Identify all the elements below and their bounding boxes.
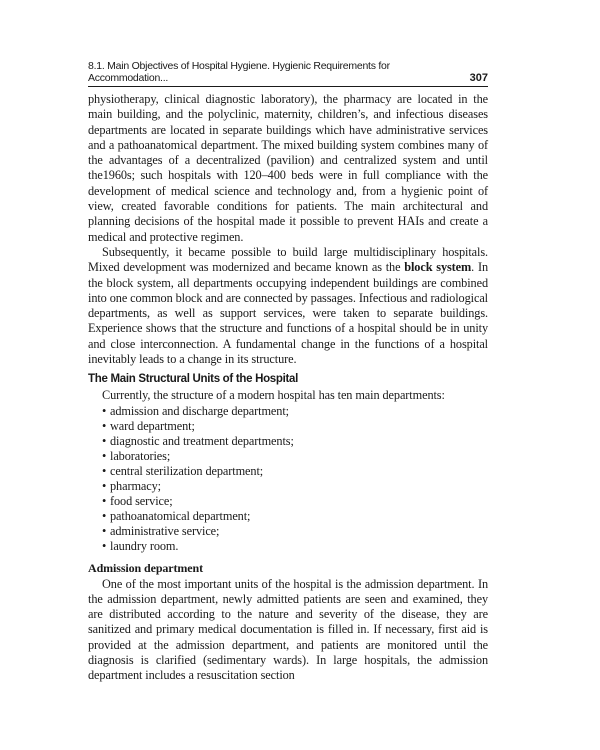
departments-list: [88, 404, 488, 555]
list-item-text: food service;: [110, 494, 173, 509]
list-item-text: diagnostic and treatment departments;: [110, 433, 294, 448]
list-item: [102, 404, 488, 419]
section-intro: Currently, the structure of a modern hospital has ten main departments:: [102, 388, 445, 403]
list-item-text: ward department;: [110, 418, 195, 433]
bullet-icon: •: [102, 448, 107, 463]
bullet-icon: •: [102, 433, 107, 448]
paragraph-admission: One of the most important units of the hospital is the admission department. In the admission department, newly admitted patients are seen and examined, they are distributed according to the nature and severity of the disease, they are sanitized and primary medical documentation is filled in. If necessary, first aid is provided at the admission department, and patients are monitored until the diagnosis is clarified (sedimentary wards). In large hospitals, the admission department includes a resuscitation section: [88, 576, 488, 683]
list-item: [102, 479, 488, 494]
bullet-icon: •: [102, 494, 107, 509]
list-item-text: laboratories;: [110, 448, 171, 463]
paragraph-block-system: [88, 245, 488, 367]
bullet-icon: •: [102, 509, 107, 524]
bullet-icon: •: [102, 539, 107, 554]
header-rule: [88, 86, 488, 87]
paragraph-text: . In the block system, all departments occupying independent buildings are combined into one common block and are connected by passages. Infectious and radiological departments, as well as support services, were taken to separate buildings. Experience shows that the structure and functions of a hospital should be in unity and close interconnection. A fundamental change in the functions of a hospital inevitably leads to a change in its structure.: [88, 260, 488, 367]
list-item: [102, 494, 488, 509]
bullet-icon: •: [102, 479, 107, 494]
list-item-text: pharmacy;: [110, 479, 161, 494]
paragraph-continued: physiotherapy, clinical diagnostic laboratory), the pharmacy are located in the main building, and the polyclinic, maternity, children’s, and infectious diseases departments are located in separate buildings which have administrative services and a pathoanatomical department. The mixed building system combines many of the advantages of a decentralized (pavilion) and centralized system and until the1960s; such hospitals with 120–400 beds were in full compliance with the development of medical science and technology and, from a hygienic point of view, created favorable conditions for patients. The main architectural and planning decisions of the hospital made it possible to prevent HAIs and create a medical and protective regimen.: [88, 92, 488, 244]
section-heading: The Main Structural Units of the Hospital: [88, 373, 299, 386]
list-item: [102, 449, 488, 464]
list-item: [102, 509, 488, 524]
subsection-heading: Admission department: [88, 560, 204, 575]
bullet-icon: •: [102, 464, 107, 479]
bullet-icon: •: [102, 418, 107, 433]
list-item: [102, 524, 488, 539]
bullet-icon: •: [102, 403, 107, 418]
list-item: [102, 539, 488, 554]
list-item-text: central sterilization department;: [110, 464, 264, 479]
page-body: [88, 92, 488, 684]
paragraph-text: Subsequently, it became possible to build large multidisciplinary hospitals. Mixed development was modernized and became known as the: [88, 244, 488, 275]
list-item-text: administrative service;: [110, 524, 220, 539]
list-item: [102, 464, 488, 479]
list-item-text: admission and discharge department;: [110, 403, 289, 418]
term-block-system: block system: [404, 260, 472, 275]
list-item: [102, 419, 488, 434]
bullet-icon: •: [102, 524, 107, 539]
page-number: 307: [469, 72, 488, 84]
list-item-text: laundry room.: [110, 539, 179, 554]
running-title: 8.1. Main Objectives of Hospital Hygiene. Hygienic Requirements for Accommodation...: [88, 60, 390, 84]
list-item-text: pathoanatomical department;: [110, 509, 251, 524]
running-header: [88, 60, 488, 84]
list-item: [102, 434, 488, 449]
